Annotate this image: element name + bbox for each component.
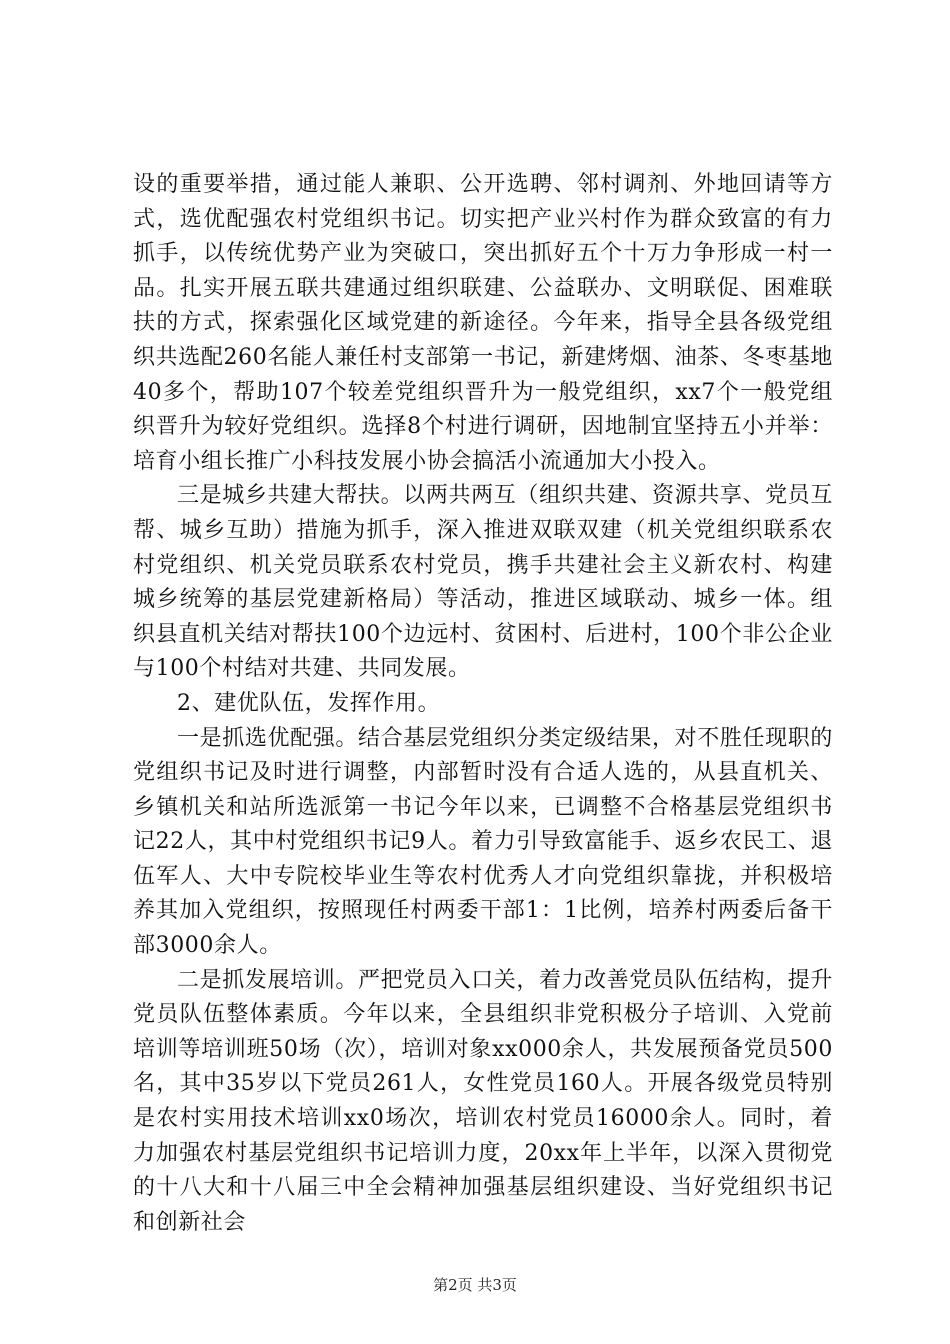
paragraph-1: 设的重要举措，通过能人兼职、公开选聘、邻村调剂、外地回请等方式，选优配强农村党组织书记。切实把产业兴村作为群众致富的有力抓手，以传统优势产业为突破口，突出抓好五个十万力争形成一村一品。扎实开展五联共建通过组织联建、公益联办、文明联促、困难联扶的方式，探索强化区域党建的新途径。今年来，指导全县各级党组织共选配260名能人兼任村支部第一书记，新建烤烟、油茶、冬枣基地40多个，帮助107个较差党组织晋升为一般党组织，xx7个一般党组织晋升为较好党组织。选择8个村进行调研，因地制宜坚持五小并举：培育小组长推广小科技发展小协会搞活小流通加大小投入。: [133, 172, 833, 474]
section-heading: 2、建优队伍，发挥作用。: [177, 690, 441, 716]
page-number-label: 第2页 共3页: [433, 1276, 517, 1294]
paragraph-2: 三是城乡共建大帮扶。以两共两互（组织共建、资源共享、党员互帮、城乡互助）措施为抓手，深入推进双联双建（机关党组织联系农村党组织、机关党员联系农村党员，携手共建社会主义新农村、构建城乡统筹的基层党建新格局）等活动，推进区域联动、城乡一体。组织县直机关结对帮扶100个边远村、贫困村、后进村，100个非公企业与100个村结对共建、共同发展。: [133, 483, 833, 682]
paragraph-3: 一是抓选优配强。结合基层党组织分类定级结果，对不胜任现职的党组织书记及时进行调整，内部暂时没有合适人选的，从县直机关、乡镇机关和站所选派第一书记今年以来，已调整不合格基层党组织书记22人，其中村党组织书记9人。着力引导致富能手、返乡农民工、退伍军人、大中专院校毕业生等农村优秀人才向党组织靠拢，并积极培养其加入党组织，按照现任村两委干部1：1比例，培养村两委后备干部3000余人。: [133, 725, 833, 959]
paragraph-4: 二是抓发展培训。严把党员入口关，着力改善党员队伍结构，提升党员队伍整体素质。今年以来，全县组织非党积极分子培训、入党前培训等培训班50场（次），培训对象xx000余人，共发展预备党员500名，其中35岁以下党员261人，女性党员160人。开展各级党员特别是农村实用技术培训xx0场次，培训农村党员16000余人。同时，着力加强农村基层党组织书记培训力度，20xx年上半年，以深入贯彻党的十八大和十八届三中全会精神加强基层组织建设、当好党组织书记和创新社会: [133, 967, 833, 1235]
page-footer: [0, 1275, 950, 1295]
document-body: [133, 168, 833, 1240]
